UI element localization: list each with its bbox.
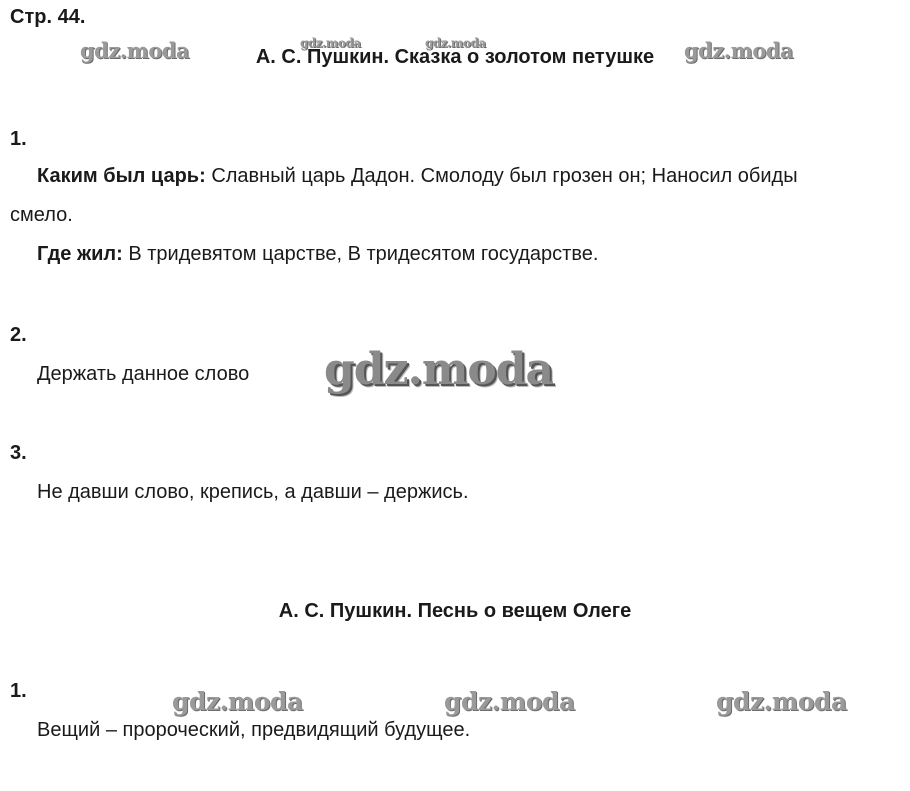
page-number: Стр. 44. bbox=[10, 6, 86, 28]
watermark: gdz.moda bbox=[444, 687, 575, 716]
answer-text: Держать данное слово bbox=[37, 363, 250, 385]
item-number: 3. bbox=[10, 442, 27, 464]
watermark: gdz.moda bbox=[300, 36, 361, 50]
answer-where-lived bbox=[37, 243, 598, 266]
watermark: gdz.moda bbox=[172, 687, 303, 716]
section-title-oleg-song: А. С. Пушкин. Песнь о вещем Олеге bbox=[278, 600, 632, 622]
watermark: gdz.moda bbox=[80, 38, 190, 63]
watermark: gdz.moda bbox=[716, 687, 847, 716]
answer-text: Вещий – пророческий, предвидящий будущее. bbox=[37, 719, 471, 741]
answer-text-continuation: смело. bbox=[10, 204, 73, 226]
watermark-large: gdz.moda bbox=[324, 344, 554, 395]
answer-text: В тридевятом царстве, В тридесятом государстве. bbox=[122, 243, 599, 265]
answer-text: Славный царь Дадон. Смолоду был грозен он; Наносил обиды bbox=[205, 165, 798, 187]
item-number: 1. bbox=[10, 128, 27, 150]
section-title-golden-cockerel: А. С. Пушкин. Сказка о золотом петушке bbox=[255, 46, 655, 68]
answer-label: Где жил: bbox=[37, 243, 123, 265]
item-number: 2. bbox=[10, 324, 27, 346]
answer-tsar-description bbox=[37, 165, 798, 188]
item-number: 1. bbox=[10, 680, 27, 702]
watermark: gdz.moda bbox=[684, 38, 794, 63]
watermark: gdz.moda bbox=[425, 36, 486, 50]
answer-text: Не давши слово, крепись, а давши – держись. bbox=[37, 481, 469, 503]
answer-label: Каким был царь: bbox=[37, 165, 206, 187]
